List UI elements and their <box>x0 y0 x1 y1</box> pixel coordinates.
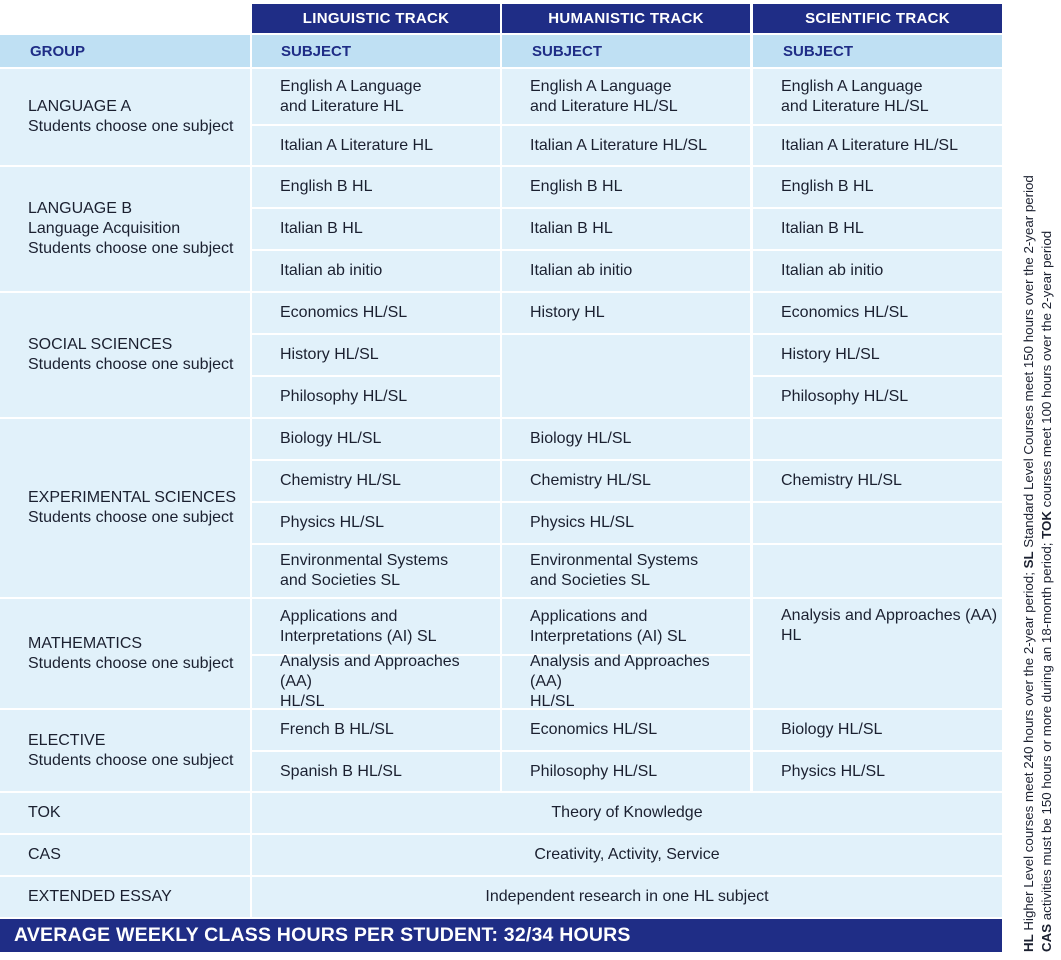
subject-cell <box>502 69 750 124</box>
subject-line: English A Language <box>530 77 672 95</box>
subject-column-header-linguistic: SUBJECT <box>252 35 500 67</box>
subject-column-header-humanistic: SUBJECT <box>502 35 750 67</box>
subject-cell <box>502 653 750 710</box>
group-note: Students choose one subject <box>28 240 234 257</box>
subject-cell <box>502 710 750 750</box>
subject-cell <box>252 167 500 207</box>
subject-line: Applications and <box>280 607 398 625</box>
subject-line: English A Language <box>280 77 422 95</box>
subject-cell-empty <box>753 419 1002 459</box>
humanistic-track-header: HUMANISTIC TRACK <box>502 4 750 33</box>
subject-cell <box>252 545 500 597</box>
group-note: Students choose one subject <box>28 654 234 672</box>
subject-cell <box>502 503 750 543</box>
note-text: Higher Level courses meet 240 hours over the 2-year period; <box>1021 568 1036 935</box>
subject-line: Analysis and Approaches (AA) <box>781 607 998 624</box>
subject-cell <box>502 167 750 207</box>
subject-line: Spanish B HL/SL <box>280 762 402 780</box>
note-abbr: SL <box>1021 551 1036 569</box>
subject-line: Chemistry HL/SL <box>530 472 651 489</box>
group-extended-essay <box>0 877 250 917</box>
subject-line: English A Language <box>781 77 923 95</box>
group-title: LANGUAGE A <box>28 98 132 115</box>
group-mathematics <box>0 599 250 708</box>
subject-line: Italian A Literature HL <box>280 136 433 154</box>
subject-line: Italian A Literature HL/SL <box>781 136 958 154</box>
subject-line: Italian B HL <box>781 220 864 237</box>
subject-line: Philosophy HL/SL <box>280 388 408 405</box>
group-subtitle: Language Acquisition <box>28 220 181 237</box>
subject-line: English B HL <box>781 178 874 195</box>
subject-line: Italian ab initio <box>530 262 633 279</box>
group-title: CAS <box>28 846 61 863</box>
subject-cell <box>753 167 1002 207</box>
subject-cell <box>502 419 750 459</box>
scientific-track-header: SCIENTIFIC TRACK <box>753 4 1002 33</box>
subject-line: Interpretations (AI) SL <box>280 627 437 645</box>
subject-line: Italian B HL <box>530 220 613 237</box>
subject-line: Philosophy HL/SL <box>530 762 658 780</box>
subject-line: Physics HL/SL <box>280 514 385 531</box>
subject-cell <box>502 545 750 597</box>
subject-cell <box>753 69 1002 124</box>
note-abbr: CAS <box>1039 923 1054 952</box>
subject-line: Environmental Systems <box>530 552 699 569</box>
group-language-a <box>0 69 250 165</box>
subject-cell <box>252 752 500 791</box>
subject-line: Italian ab initio <box>280 262 383 279</box>
subject-cell <box>502 209 750 249</box>
group-title: ELECTIVE <box>28 731 106 749</box>
cas-description: Creativity, Activity, Service <box>252 835 1002 875</box>
subject-line: French B HL/SL <box>280 721 394 738</box>
subject-cell <box>252 69 500 124</box>
subject-cell <box>753 126 1002 165</box>
subject-column-header-scientific: SUBJECT <box>753 35 1002 67</box>
group-cas <box>0 835 250 875</box>
note-text: courses meet 100 hours over the 2-year period <box>1039 230 1054 512</box>
group-language-b <box>0 167 250 291</box>
subject-line: Biology HL/SL <box>781 721 883 738</box>
subject-cell <box>502 461 750 501</box>
extended-essay-description: Independent research in one HL subject <box>252 877 1002 917</box>
subject-cell <box>252 377 500 417</box>
subject-line: English B HL <box>530 178 623 195</box>
note-text: Standard Level Courses meet 150 hours over the 2-year period <box>1021 175 1036 552</box>
group-title: EXTENDED ESSAY <box>28 888 172 905</box>
subject-cell <box>502 752 750 791</box>
subject-cell <box>252 653 500 710</box>
group-social-sciences <box>0 293 250 417</box>
subject-line: Biology HL/SL <box>280 430 382 447</box>
subject-line: Applications and <box>530 607 648 625</box>
subject-line: HL/SL <box>280 693 325 710</box>
subject-line: Chemistry HL/SL <box>280 472 401 489</box>
subject-line: Chemistry HL/SL <box>781 472 902 489</box>
side-notes <box>1020 5 1058 952</box>
subject-cell <box>252 251 500 291</box>
subject-line: HL <box>781 627 802 644</box>
subject-cell <box>252 419 500 459</box>
subject-line: Biology HL/SL <box>530 430 632 447</box>
subject-line: and Literature HL/SL <box>530 97 678 115</box>
subject-line: and Societies SL <box>530 572 651 589</box>
weekly-hours-footer: AVERAGE WEEKLY CLASS HOURS PER STUDENT: 32/34 HOURS <box>0 919 1002 952</box>
group-column-header: GROUP <box>0 35 250 67</box>
note-text: activities must be 150 hours or more during an 18-month period; <box>1039 538 1054 924</box>
subject-line: History HL/SL <box>280 346 379 363</box>
group-tok <box>0 793 250 833</box>
subject-cell <box>753 209 1002 249</box>
subject-line: Italian B HL <box>280 220 363 237</box>
subject-line: Italian ab initio <box>781 262 884 279</box>
group-note: Students choose one subject <box>28 356 234 373</box>
subject-cell <box>753 461 1002 501</box>
note-abbr: TOK <box>1039 511 1054 539</box>
linguistic-track-header: LINGUISTIC TRACK <box>252 4 500 33</box>
subject-cell-empty <box>753 545 1002 597</box>
subject-cell <box>252 710 500 750</box>
group-note: Students choose one subject <box>28 118 234 135</box>
group-experimental-sciences <box>0 419 250 597</box>
subject-cell <box>502 126 750 165</box>
subject-line: and Societies SL <box>280 572 401 589</box>
subject-line: Analysis and Approaches (AA) <box>280 653 460 690</box>
group-elective <box>0 710 250 791</box>
note-abbr: HL <box>1021 934 1036 952</box>
subject-line: History HL/SL <box>781 346 880 363</box>
subject-cell <box>502 251 750 291</box>
group-note: Students choose one subject <box>28 751 234 769</box>
subject-cell <box>753 377 1002 417</box>
subject-line: Philosophy HL/SL <box>781 388 909 405</box>
subject-cell <box>753 599 1002 708</box>
subject-line: Italian A Literature HL/SL <box>530 136 707 154</box>
group-title: MATHEMATICS <box>28 634 143 652</box>
subject-cell-empty <box>753 503 1002 543</box>
subject-line: and Literature HL <box>280 97 404 115</box>
subject-line: HL/SL <box>530 693 575 710</box>
tok-description: Theory of Knowledge <box>252 793 1002 833</box>
subject-cell <box>753 335 1002 375</box>
subject-cell <box>252 461 500 501</box>
subject-cell-empty <box>502 335 750 417</box>
subject-cell <box>252 293 500 333</box>
subject-cell <box>252 335 500 375</box>
subject-cell <box>252 599 500 654</box>
subject-cell <box>753 251 1002 291</box>
subject-line: Physics HL/SL <box>530 514 635 531</box>
subject-line: and Literature HL/SL <box>781 97 929 115</box>
group-note: Students choose one subject <box>28 509 234 526</box>
subject-line: Environmental Systems <box>280 552 449 569</box>
group-title: SOCIAL SCIENCES <box>28 336 173 353</box>
subject-line: Economics HL/SL <box>781 304 909 321</box>
subject-cell <box>753 710 1002 750</box>
group-title: TOK <box>28 804 61 821</box>
subject-line: Economics HL/SL <box>280 304 408 321</box>
subject-cell <box>753 293 1002 333</box>
subject-cell <box>252 126 500 165</box>
subject-line: History HL <box>530 304 605 321</box>
subject-line: Economics HL/SL <box>530 721 658 738</box>
subject-line: Analysis and Approaches (AA) <box>530 653 710 690</box>
note-line-cas-tok <box>1038 5 1056 952</box>
subject-line: Physics HL/SL <box>781 762 886 780</box>
subject-line: Interpretations (AI) SL <box>530 627 687 645</box>
group-title: LANGUAGE B <box>28 200 133 217</box>
side-notes-text <box>1020 5 1058 952</box>
subject-line: English B HL <box>280 178 373 195</box>
subject-cell <box>753 752 1002 791</box>
subject-cell <box>502 293 750 333</box>
subject-cell <box>502 599 750 654</box>
subject-cell <box>252 209 500 249</box>
note-line-hl-sl <box>1020 5 1038 952</box>
subject-cell <box>252 503 500 543</box>
group-title: EXPERIMENTAL SCIENCES <box>28 489 237 506</box>
